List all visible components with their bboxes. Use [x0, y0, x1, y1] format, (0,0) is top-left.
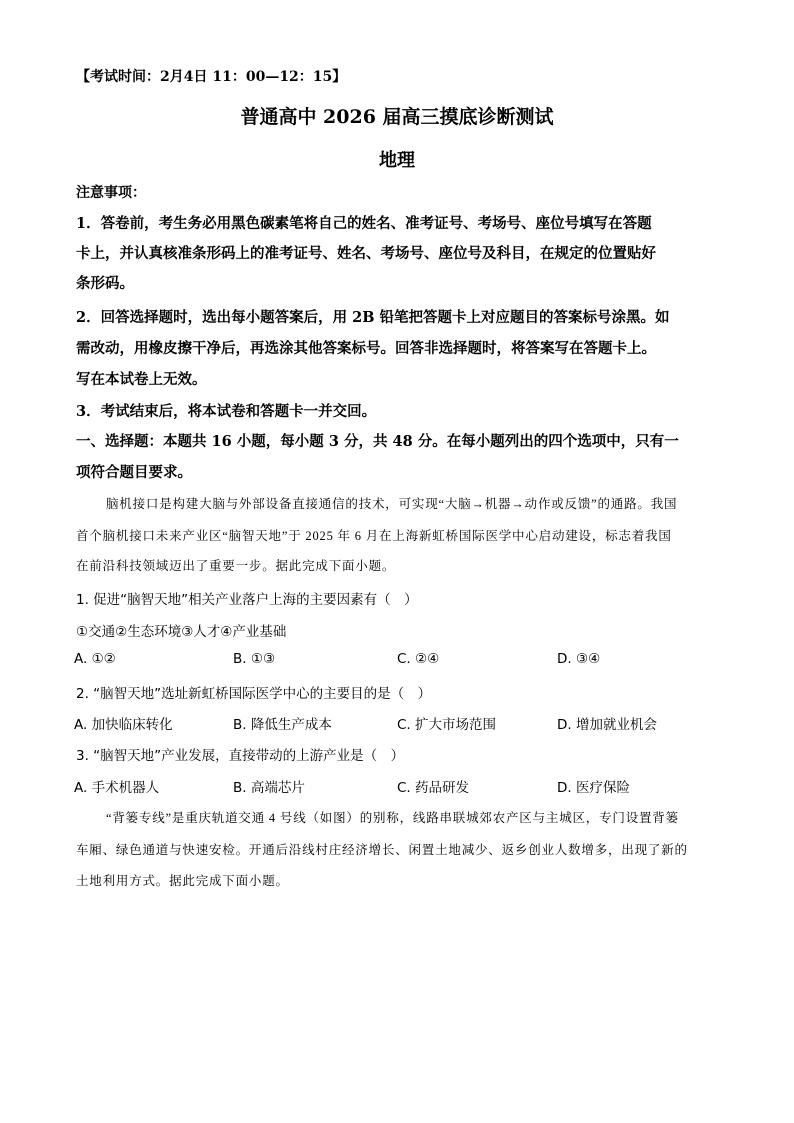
option-a: A. ①② [74, 651, 116, 667]
question-extra: ①交通②生态环境③人才④产业基础 [76, 624, 287, 640]
section-heading: 项符合题目要求。 [76, 464, 192, 481]
option-a: A. 手术机器人 [74, 780, 160, 796]
question-stem: 3. “脑智天地”产业发展，直接带动的上游产业是（ ） [76, 748, 405, 764]
question-stem: 2. “脑智天地”选址新虹桥国际医学中心的主要目的是（ ） [76, 686, 432, 702]
passage-line: 车厢、绿色通道与快速安检。开通后沿线村庄经济增长、闲置土地减少、返乡创业人数增多，出现了新的 [76, 843, 688, 857]
passage-line: “背篓专线”是重庆轨道交通 4 号线（如图）的别称，线路串联城郊农产区与主城区，专门设置背篓 [106, 811, 679, 825]
option-d: D. 医疗保险 [557, 780, 630, 796]
option-c: C. ②④ [397, 651, 440, 667]
note-line: 1．答卷前，考生务必用黑色碳素笔将自己的姓名、准考证号、考场号、座位号填写在答题 [76, 215, 652, 232]
option-b: B. 高端芯片 [233, 780, 305, 796]
note-line: 写在本试卷上无效。 [76, 371, 207, 388]
note-line: 2．回答选择题时，选出每小题答案后，用 2B 铅笔把答题卡上对应题目的答案标号涂黑。如 [76, 309, 670, 326]
paper-title: 普通高中 2026 届高三摸底诊断测试 [240, 106, 554, 128]
option-c: C. 药品研发 [397, 780, 470, 796]
option-d: D. 增加就业机会 [557, 717, 657, 733]
option-a: A. 加快临床转化 [74, 717, 173, 733]
option-b: B. ①③ [233, 651, 276, 667]
option-c: C. 扩大市场范围 [397, 717, 497, 733]
exam-time: 【考试时间：2月4日 11：00—12：15】 [76, 69, 347, 85]
question-stem: 1. 促进“脑智天地”相关产业落户上海的主要因素有（ ） [76, 592, 418, 608]
note-line: 卡上，并认真核准条形码上的准考证号、姓名、考场号、座位号及科目，在规定的位置贴好 [76, 245, 656, 262]
note-line: 需改动，用橡皮擦干净后，再选涂其他答案标号。回答非选择题时，将答案写在答题卡上。 [76, 340, 656, 357]
passage-line: 在前沿科技领域迈出了重要一步。据此完成下面小题。 [76, 559, 396, 573]
note-line: 3．考试结束后，将本试卷和答题卡一并交回。 [76, 403, 377, 420]
passage-line: 脑机接口是构建大脑与外部设备直接通信的技术，可实现“大脑→机器→动作或反馈”的通路。我国 [106, 497, 678, 511]
option-d: D. ③④ [557, 651, 601, 667]
notes-heading: 注意事项： [76, 185, 146, 201]
note-line: 条形码。 [76, 275, 134, 292]
section-heading: 一、选择题：本题共 16 小题，每小题 3 分，共 48 分。在每小题列出的四个选项中，只有一 [76, 433, 679, 450]
option-b: B. 降低生产成本 [233, 717, 332, 733]
passage-line: 首个脑机接口未来产业区“脑智天地”于 2025 年 6 月在上海新虹桥国际医学中心启动建设，标志着我国 [76, 529, 672, 543]
subject-title: 地理 [379, 150, 415, 171]
passage-line: 土地利用方式。据此完成下面小题。 [76, 874, 289, 888]
